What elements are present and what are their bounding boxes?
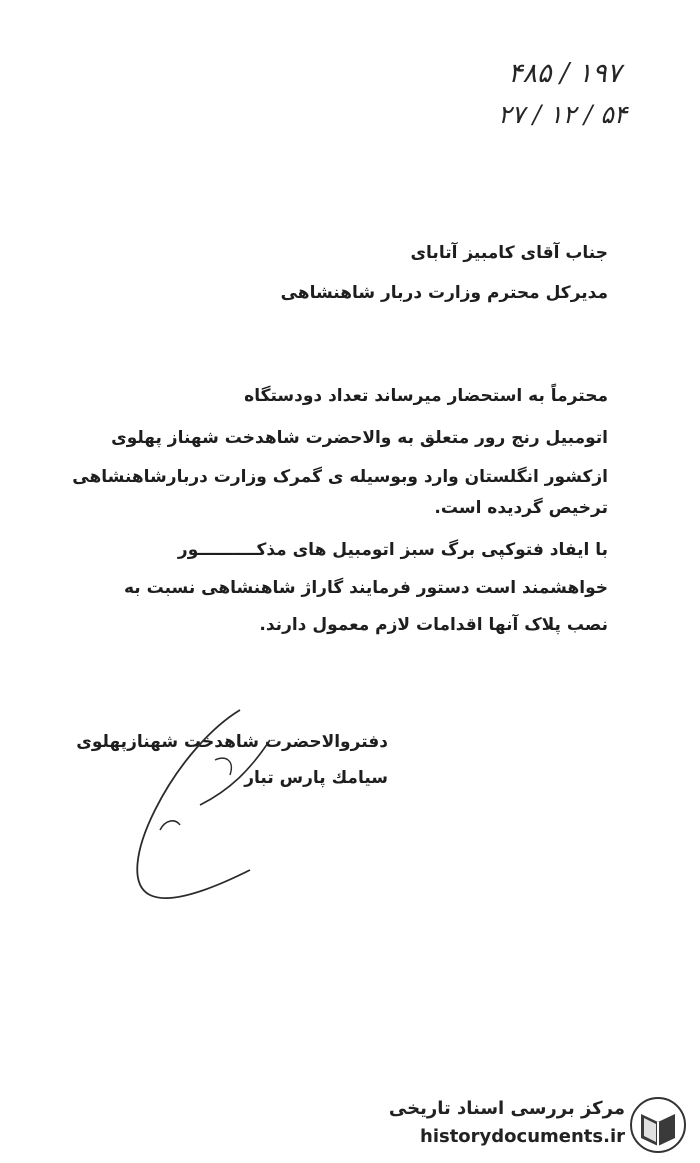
signature-name: سیامك پارس تبار bbox=[244, 768, 388, 788]
archive-book-icon bbox=[629, 1096, 687, 1154]
body-line-1: محترماً به استحضار میرساند تعداد دودستگاه bbox=[244, 386, 608, 406]
reference-date: ۵۴ / ۱۲ / ۲۷ bbox=[498, 100, 628, 129]
body-line-5: با ایفاد فتوکپی برگ سبز اتومبیل های مذکــــــــــور bbox=[177, 540, 608, 560]
logo-url: historydocuments.ir bbox=[420, 1126, 625, 1147]
body-line-7: نصب پلاک آنها اقدامات لازم معمول دارند. bbox=[259, 615, 608, 635]
recipient-line-1: جناب آقای کامبیز آتابای bbox=[410, 243, 608, 263]
signature-office: دفتروالاحضرت شاهدخت شهنازپهلوی bbox=[76, 732, 388, 752]
handwritten-signature bbox=[120, 700, 300, 910]
body-line-3: ازکشور انگلستان وارد وبوسیله ی گمرک وزارت دربارشاهنشاهی bbox=[72, 467, 608, 487]
reference-number: ۱۹۷ / ۴۸۵ bbox=[508, 58, 622, 89]
logo-title: مرکز بررسی اسناد تاریخی bbox=[388, 1098, 625, 1119]
body-line-6: خواهشمند است دستور فرمایند گاراژ شاهنشاهی نسبت به bbox=[123, 578, 608, 598]
recipient-line-2: مدیرکل محترم وزارت دربار شاهنشاهی bbox=[280, 283, 608, 303]
body-line-4: ترخیص گردیده است. bbox=[434, 498, 608, 518]
archive-watermark-logo bbox=[388, 1096, 691, 1158]
body-line-2: اتومبیل رنج رور متعلق به والاحضرت شاهدخت شهناز پهلوی bbox=[111, 428, 608, 448]
